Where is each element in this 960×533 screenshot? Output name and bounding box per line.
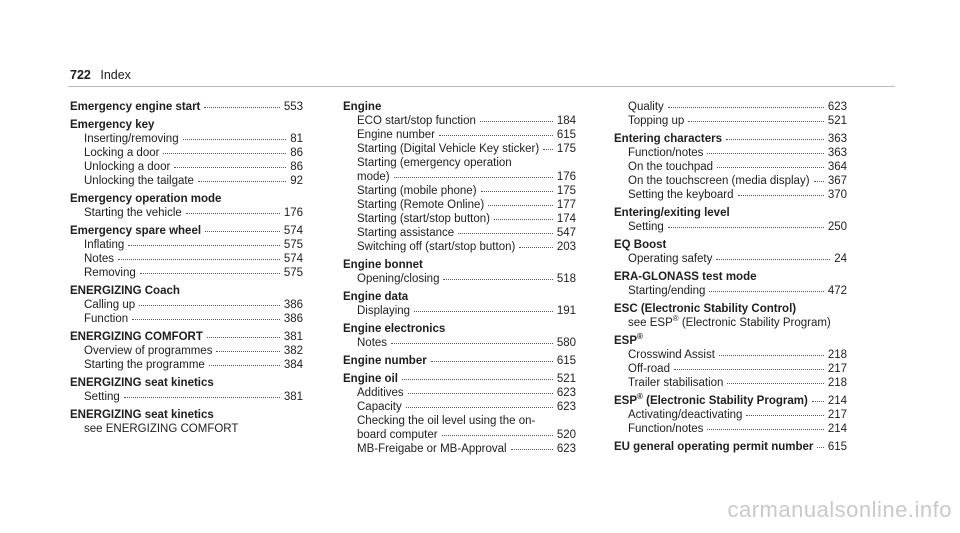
page-ref: 184 <box>556 115 576 127</box>
index-subentry <box>343 114 576 128</box>
dot-leader <box>812 400 824 402</box>
entry-text: Off-road <box>628 363 670 375</box>
entry-text: Calling up <box>84 299 136 311</box>
page-ref: 547 <box>556 227 576 239</box>
dot-leader <box>719 354 824 356</box>
index-subentry <box>343 386 576 400</box>
index-heading <box>614 302 847 316</box>
entry-text: Function <box>84 313 129 325</box>
index-subentry <box>343 304 576 318</box>
entry-text: Checking the oil level using the on- <box>357 415 536 427</box>
entry-text: Topping up <box>628 115 685 127</box>
entry-text: Setting <box>628 221 664 233</box>
page-ref: 24 <box>834 253 847 265</box>
index-subentry <box>343 226 576 240</box>
entry-text: On the touchscreen (media display) <box>628 175 810 187</box>
page-ref: 176 <box>283 207 303 219</box>
page-header <box>70 68 131 82</box>
page-ref: 518 <box>556 273 576 285</box>
entry-text: Setting the keyboard <box>628 189 734 201</box>
dot-leader <box>488 204 553 206</box>
page-ref: 174 <box>556 213 576 225</box>
dot-leader <box>707 428 823 430</box>
dot-leader <box>481 190 553 192</box>
dot-leader <box>140 272 280 274</box>
index-subentry <box>343 400 576 414</box>
entry-text: Quality <box>628 101 664 113</box>
entry-text: Engine electronics <box>343 323 446 335</box>
entry-text: Trailer stabilisation <box>628 377 724 389</box>
entry-text: Starting the programme <box>84 359 205 371</box>
dot-leader <box>209 364 280 366</box>
entry-text: ECO start/stop function <box>357 115 476 127</box>
page-ref: 370 <box>827 189 847 201</box>
index-subentry <box>70 238 303 252</box>
page-ref: 521 <box>556 373 576 385</box>
page-ref: 81 <box>290 133 303 145</box>
index-heading <box>70 118 303 132</box>
index-subentry <box>614 220 847 234</box>
page-ref: 86 <box>290 147 303 159</box>
entry-text: Additives <box>357 387 404 399</box>
dot-leader <box>688 120 824 122</box>
entry-text: Notes <box>84 253 115 265</box>
entry-text: mode) <box>357 171 390 183</box>
index-subentry <box>70 298 303 312</box>
index-subentry <box>614 252 847 266</box>
page-ref: 472 <box>827 285 847 297</box>
dot-leader <box>216 350 279 352</box>
index-subentry <box>70 358 303 372</box>
index-subentry <box>343 156 576 170</box>
dot-leader <box>394 176 553 178</box>
dot-leader <box>458 232 553 234</box>
header-divider <box>68 86 895 87</box>
page-ref: 386 <box>283 313 303 325</box>
entry-text: Unlocking the tailgate <box>84 175 194 187</box>
dot-leader <box>439 134 553 136</box>
index-subentry <box>614 348 847 362</box>
entry-text: Starting (start/stop button) <box>357 213 490 225</box>
index-subentry <box>614 188 847 202</box>
dot-leader <box>707 152 823 154</box>
page-ref: 381 <box>283 391 303 403</box>
index-subentry <box>343 142 576 156</box>
index-subentry <box>70 160 303 174</box>
index-heading <box>614 394 847 408</box>
page-ref: 553 <box>283 101 303 113</box>
entry-text: Unlocking a door <box>84 161 171 173</box>
page-ref: 615 <box>556 355 576 367</box>
index-subentry <box>614 422 847 436</box>
entry-text: Starting (Digital Vehicle Key sticker) <box>357 143 540 155</box>
page-ref: 218 <box>827 349 847 361</box>
dot-leader <box>174 166 286 168</box>
entry-text: Starting (Remote Online) <box>357 199 485 211</box>
index-heading <box>70 408 303 422</box>
page-ref: 86 <box>290 161 303 173</box>
dot-leader <box>186 212 280 214</box>
entry-text: ESP® (Electronic Stability Program) <box>614 392 808 407</box>
page-ref: 381 <box>283 331 303 343</box>
index-heading <box>70 376 303 390</box>
index-heading <box>70 192 303 206</box>
index-heading <box>343 354 576 368</box>
entry-text: Capacity <box>357 401 402 413</box>
index-subentry <box>70 252 303 266</box>
dot-leader <box>391 342 553 344</box>
dot-leader <box>511 448 553 450</box>
page-ref: 521 <box>827 115 847 127</box>
dot-leader <box>727 382 823 384</box>
entry-text: Opening/closing <box>357 273 440 285</box>
page-ref: 575 <box>283 239 303 251</box>
page-ref: 175 <box>556 185 576 197</box>
dot-leader <box>139 304 280 306</box>
page-ref: 384 <box>283 359 303 371</box>
page-ref: 92 <box>290 175 303 187</box>
dot-leader <box>817 446 823 448</box>
index-subentry <box>614 408 847 422</box>
entry-text: Activating/deactivating <box>628 409 743 421</box>
page-ref: 217 <box>827 409 847 421</box>
index-subentry <box>70 344 303 358</box>
page-ref: 363 <box>827 147 847 159</box>
dot-leader <box>746 414 823 416</box>
entry-text: Removing <box>84 267 136 279</box>
index-subentry <box>614 284 847 298</box>
page-ref: 177 <box>556 199 576 211</box>
dot-leader <box>183 138 287 140</box>
entry-text: Operating safety <box>628 253 713 265</box>
index-subentry <box>614 174 847 188</box>
entry-text: Starting (mobile phone) <box>357 185 477 197</box>
index-column-2 <box>343 100 576 456</box>
entry-text: ENERGIZING seat kinetics <box>70 377 214 389</box>
dot-leader <box>443 278 552 280</box>
entry-text: Engine data <box>343 291 409 303</box>
dot-leader <box>163 152 286 154</box>
page-ref: 250 <box>827 221 847 233</box>
index-subentry <box>70 132 303 146</box>
dot-leader <box>414 310 553 312</box>
dot-leader <box>118 258 280 260</box>
index-subentry <box>614 316 847 330</box>
index-heading <box>614 238 847 252</box>
index-heading <box>343 372 576 386</box>
entry-text: ENERGIZING Coach <box>70 285 180 297</box>
entry-text: Inserting/removing <box>84 133 179 145</box>
index-subentry <box>343 240 576 254</box>
page-ref: 363 <box>827 133 847 145</box>
entry-text: Emergency operation mode <box>70 193 222 205</box>
dot-leader <box>519 246 553 248</box>
index-subentry <box>343 128 576 142</box>
dot-leader <box>198 180 286 182</box>
entry-text: ESC (Electronic Stability Control) <box>614 303 797 315</box>
entry-text: see ENERGIZING COMFORT <box>84 423 239 435</box>
page-ref: 615 <box>556 129 576 141</box>
page-ref: 382 <box>283 345 303 357</box>
entry-text: Emergency engine start <box>70 101 201 113</box>
entry-text: MB-Freigabe or MB-Approval <box>357 443 507 455</box>
dot-leader <box>204 106 279 108</box>
dot-leader <box>709 290 823 292</box>
entry-text: Entering characters <box>614 133 723 145</box>
dot-leader <box>726 138 824 140</box>
page-ref: 191 <box>556 305 576 317</box>
dot-leader <box>716 258 830 260</box>
page-ref: 623 <box>827 101 847 113</box>
dot-leader <box>128 244 280 246</box>
dot-leader <box>402 378 553 380</box>
entry-text: Engine oil <box>343 373 398 385</box>
page-ref: 203 <box>556 241 576 253</box>
dot-leader <box>431 360 553 362</box>
index-subentry <box>343 428 576 442</box>
index-subentry <box>70 146 303 160</box>
page-ref: 623 <box>556 387 576 399</box>
index-subentry <box>343 336 576 350</box>
index-heading <box>70 224 303 238</box>
entry-text: Function/notes <box>628 147 704 159</box>
index-heading <box>343 322 576 336</box>
watermark: carmanualsonline.info <box>727 497 952 522</box>
page-ref: 214 <box>827 395 847 407</box>
dot-leader <box>442 434 553 436</box>
index-heading <box>614 334 847 348</box>
entry-text: Inflating <box>84 239 125 251</box>
index-column-1 <box>70 100 303 436</box>
entry-text: Displaying <box>357 305 411 317</box>
entry-text: Overview of programmes <box>84 345 213 357</box>
index-subentry <box>614 114 847 128</box>
page-ref: 580 <box>556 337 576 349</box>
entry-text: Entering/exiting level <box>614 207 730 219</box>
entry-text: see ESP® (Electronic Stability Program) <box>628 314 831 329</box>
page-ref: 175 <box>556 143 576 155</box>
index-heading <box>614 270 847 284</box>
entry-text: ESP® <box>614 332 643 347</box>
dot-leader <box>738 194 824 196</box>
dot-leader <box>717 166 824 168</box>
entry-text: Starting/ending <box>628 285 706 297</box>
dot-leader <box>408 392 553 394</box>
page-ref: 575 <box>283 267 303 279</box>
page-ref: 386 <box>283 299 303 311</box>
dot-leader <box>480 120 553 122</box>
index-subentry <box>70 390 303 404</box>
page-ref: 615 <box>827 441 847 453</box>
index-subentry <box>70 422 303 436</box>
index-heading <box>70 284 303 298</box>
dot-leader <box>124 396 280 398</box>
page-ref: 367 <box>827 175 847 187</box>
index-heading <box>614 132 847 146</box>
index-subentry <box>70 312 303 326</box>
index-subentry <box>343 184 576 198</box>
dot-leader <box>207 336 280 338</box>
page-ref: 218 <box>827 377 847 389</box>
page-ref: 176 <box>556 171 576 183</box>
entry-text: Crosswind Assist <box>628 349 715 361</box>
index-subentry <box>614 100 847 114</box>
index-heading <box>343 290 576 304</box>
index-subentry <box>343 272 576 286</box>
page-ref: 623 <box>556 443 576 455</box>
entry-text: Engine bonnet <box>343 259 423 271</box>
entry-text: Engine <box>343 101 382 113</box>
page-ref: 364 <box>827 161 847 173</box>
entry-text: ENERGIZING seat kinetics <box>70 409 214 421</box>
index-heading <box>70 100 303 114</box>
entry-text: Starting (emergency operation <box>357 157 512 169</box>
index-heading <box>614 206 847 220</box>
index-subentry <box>614 160 847 174</box>
index-subentry <box>70 174 303 188</box>
entry-text: Emergency key <box>70 119 155 131</box>
entry-text: Function/notes <box>628 423 704 435</box>
index-subentry <box>70 266 303 280</box>
index-subentry <box>614 362 847 376</box>
entry-text: On the touchpad <box>628 161 714 173</box>
dot-leader <box>406 406 553 408</box>
entry-text: Engine number <box>357 129 435 141</box>
dot-leader <box>814 180 824 182</box>
dot-leader <box>674 368 824 370</box>
dot-leader <box>668 226 824 228</box>
page-ref: 214 <box>827 423 847 435</box>
index-heading <box>614 440 847 454</box>
entry-text: ENERGIZING COMFORT <box>70 331 203 343</box>
index-subentry <box>343 442 576 456</box>
dot-leader <box>494 218 553 220</box>
index-heading <box>70 330 303 344</box>
index-heading <box>343 258 576 272</box>
page-ref: 574 <box>283 225 303 237</box>
page-ref: 623 <box>556 401 576 413</box>
entry-text: Emergency spare wheel <box>70 225 202 237</box>
index-subentry <box>343 198 576 212</box>
entry-text: Switching off (start/stop button) <box>357 241 516 253</box>
dot-leader <box>668 106 824 108</box>
dot-leader <box>205 230 280 232</box>
entry-text: Starting assistance <box>357 227 455 239</box>
index-subentry <box>614 376 847 390</box>
index-subentry <box>70 206 303 220</box>
page-number: 722 <box>70 68 91 82</box>
index-heading <box>343 100 576 114</box>
page-ref: 217 <box>827 363 847 375</box>
entry-text: ERA-GLONASS test mode <box>614 271 757 283</box>
entry-text: Locking a door <box>84 147 160 159</box>
entry-text: Setting <box>84 391 120 403</box>
section-title: Index <box>100 68 131 82</box>
entry-text: EQ Boost <box>614 239 667 251</box>
index-subentry <box>343 414 576 428</box>
dot-leader <box>543 148 553 150</box>
index-subentry <box>343 212 576 226</box>
page-ref: 520 <box>556 429 576 441</box>
index-subentry <box>614 146 847 160</box>
index-column-3 <box>614 100 847 454</box>
entry-text: EU general operating permit number <box>614 441 814 453</box>
index-subentry <box>343 170 576 184</box>
entry-text: Notes <box>357 337 388 349</box>
dot-leader <box>132 318 280 320</box>
entry-text: Starting the vehicle <box>84 207 182 219</box>
entry-text: board computer <box>357 429 438 441</box>
page-ref: 574 <box>283 253 303 265</box>
entry-text: Engine number <box>343 355 427 367</box>
